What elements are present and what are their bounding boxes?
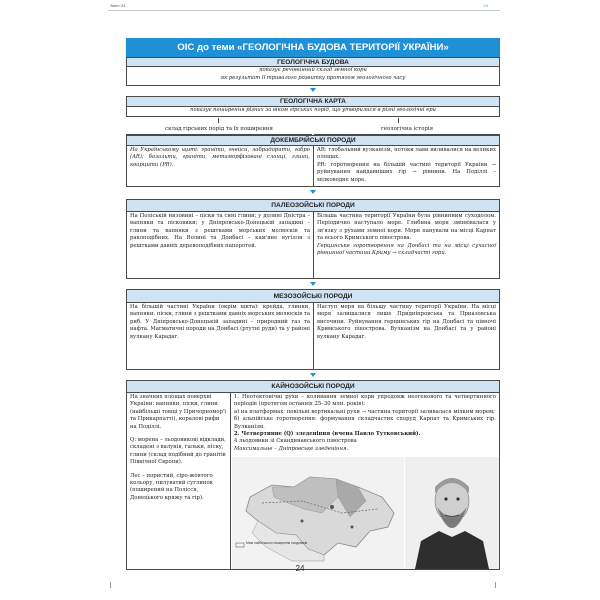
cenozoic-history [231,393,499,457]
ukraine-map-icon [232,457,404,569]
precambrian-section [126,135,500,187]
geo-structure-line2: як результат її тривалого розвитку протягом геологічного часу [220,74,406,81]
page-number: 24 [295,564,305,573]
cenozoic-rocks-1: На значних площах поверхні України: вапняки, піски, глини (найбільші товщі у Причорномор'ї та Прикарпатті), коралові рифи на Поділлі. [130,394,227,430]
mesozoic-section [126,289,500,370]
precambrian-history [314,146,499,187]
geo-structure-heading: ГЕОЛОГІЧНА БУДОВА [127,58,499,67]
precambrian-heading: ДОКЕМБРІЙСЬКІ ПОРОДИ [127,136,499,146]
cenozoic-history-6: Максимальне – Дніпровське зледеніння. [234,445,349,452]
paleozoic-rocks: На Поліській низовині – піски та сині глини; у долині Дністра – вапняки та пісковики; у Дніпровсько-Донецькій западині – глини та вапняки з рештками морських молюсків та ракоподібних. На Волині та Донбасі – кам'яне вугілля з рештками давніх деревоподібних папоротей. [127,212,314,279]
cenozoic-rocks [127,393,231,570]
mesozoic-history: Наступ моря на більшу частину території України. На місці моря залишалися лише Придніпровська та Приазовська височини. Руйнування герцинських гір на Донбасі та півночі Кримського півострова. Вулканізм на Донбасі та у районі вулкану Карадаг. [317,304,496,340]
split-right: геологічна історія [314,124,500,135]
header-divider [108,10,500,11]
cenozoic-history-4: 2. Четвертинне (Q) зледеніння (вчена Павло Тутковський). [234,431,421,438]
mesozoic-rocks: На більшій частині України (окрім щита): крейда, глинки, вапняки, піски, глини з рештками давніх морських молюсків та риб. У Дніпровсько-Донецькій западині – природний газ та нафта. Магматичні породи на Донбасі (ртутні руди) та у районі вулкану Карадаг. [127,303,314,370]
cenozoic-history-5: 4 льодовики зі Скандинавського півострова [234,438,357,445]
glaciation-map [232,457,404,569]
geo-map-box [126,96,500,117]
page-title: ОІС до теми «ГЕОЛОГІЧНА БУДОВА ТЕРИТОРІЇ УКРАЇНИ» [126,38,500,57]
portrait-icon [405,457,499,569]
geo-map-line1: показує поширення різних за віком гірських порід, що утворилися в різні геологічні ери [190,107,436,113]
geo-structure-line1: показує речовинний склад земної кори [259,67,367,73]
branch-left-icon [218,118,219,123]
precambrian-history-2: PR: горотворення на більшій частині території України → руйнування найдавніших гір → рівнини. На Поділлі – мілководне море. [317,161,496,183]
geo-structure-box [126,57,500,86]
running-header: Зміст 24 [110,3,126,8]
cenozoic-rocks-2: Q: морена – льодовикові відклади, складені з валунів, гальки, піску, глини (склад подібний до гранітів Північної Європи). [130,437,226,466]
cenozoic-history-1: 1. Неотектонічні рухи – коливання земної кори упродовж неогенового та четвертинного періодів (протягом останніх 25–30 млн. років): [234,394,496,408]
split-left: склад гірських порід та їх поширення [126,124,312,135]
branch-right-icon [398,118,399,123]
map-legend-caption: Межі найбільшого поширення льодовиків [246,541,308,545]
cenozoic-history-3: б) альпійське горотворення: формування складчастих споруд Карпат та Кримських гір. Вулканізм. [234,416,496,430]
crop-mark-icon [110,582,117,588]
arrow-icon [310,88,316,92]
paleozoic-section [126,199,500,279]
running-header-page: 24 [483,3,488,8]
paleozoic-history [314,212,499,279]
paleozoic-heading: ПАЛЕОЗОЙСЬКІ ПОРОДИ [127,200,499,212]
cenozoic-heading: КАЙНОЗОЙСЬКІ ПОРОДИ [127,381,499,393]
precambrian-rocks: На Українському щиті: граніти, гнейси, лабрадорити, габро (AR); базальти, граніти, метаморфізовані сланці, глини, кварцити (PR). [127,146,314,187]
mesozoic-heading: МЕЗОЗОЙСЬКІ ПОРОДИ [127,290,499,303]
arrow-icon [310,373,316,377]
cenozoic-history-2: а) на платформах: повільні вертикальні рухи → частина території заливалася мілким морем; [234,408,495,415]
arrow-icon [310,190,316,194]
crop-mark-icon [489,582,496,588]
precambrian-history-1: AR: глобальний вулканізм, потоки лави виливалися на великих площах. [317,147,496,161]
arrow-icon [310,282,316,286]
geo-map-heading: ГЕОЛОГІЧНА КАРТА [127,97,499,107]
paleozoic-history-2: Герцинське горотворення на Донбасі та на місці сучасної рівнинної частини Криму → складчасті гори. [317,242,496,257]
scientist-portrait [405,457,499,569]
cenozoic-rocks-3: Лес – пористий, сіро-жовтого кольору, пилуватий суглинок (поширений на Полісся, Донецького кряжу та гір). [130,472,213,501]
paleozoic-history-1: Більша частина території України була рівнинним суходолом. Періодично наступало море. Глибина моря змінювалася у зв'язку з рухами земної кори. Моря панували на місці Карпат та всього Кримського півострова. [317,213,496,242]
